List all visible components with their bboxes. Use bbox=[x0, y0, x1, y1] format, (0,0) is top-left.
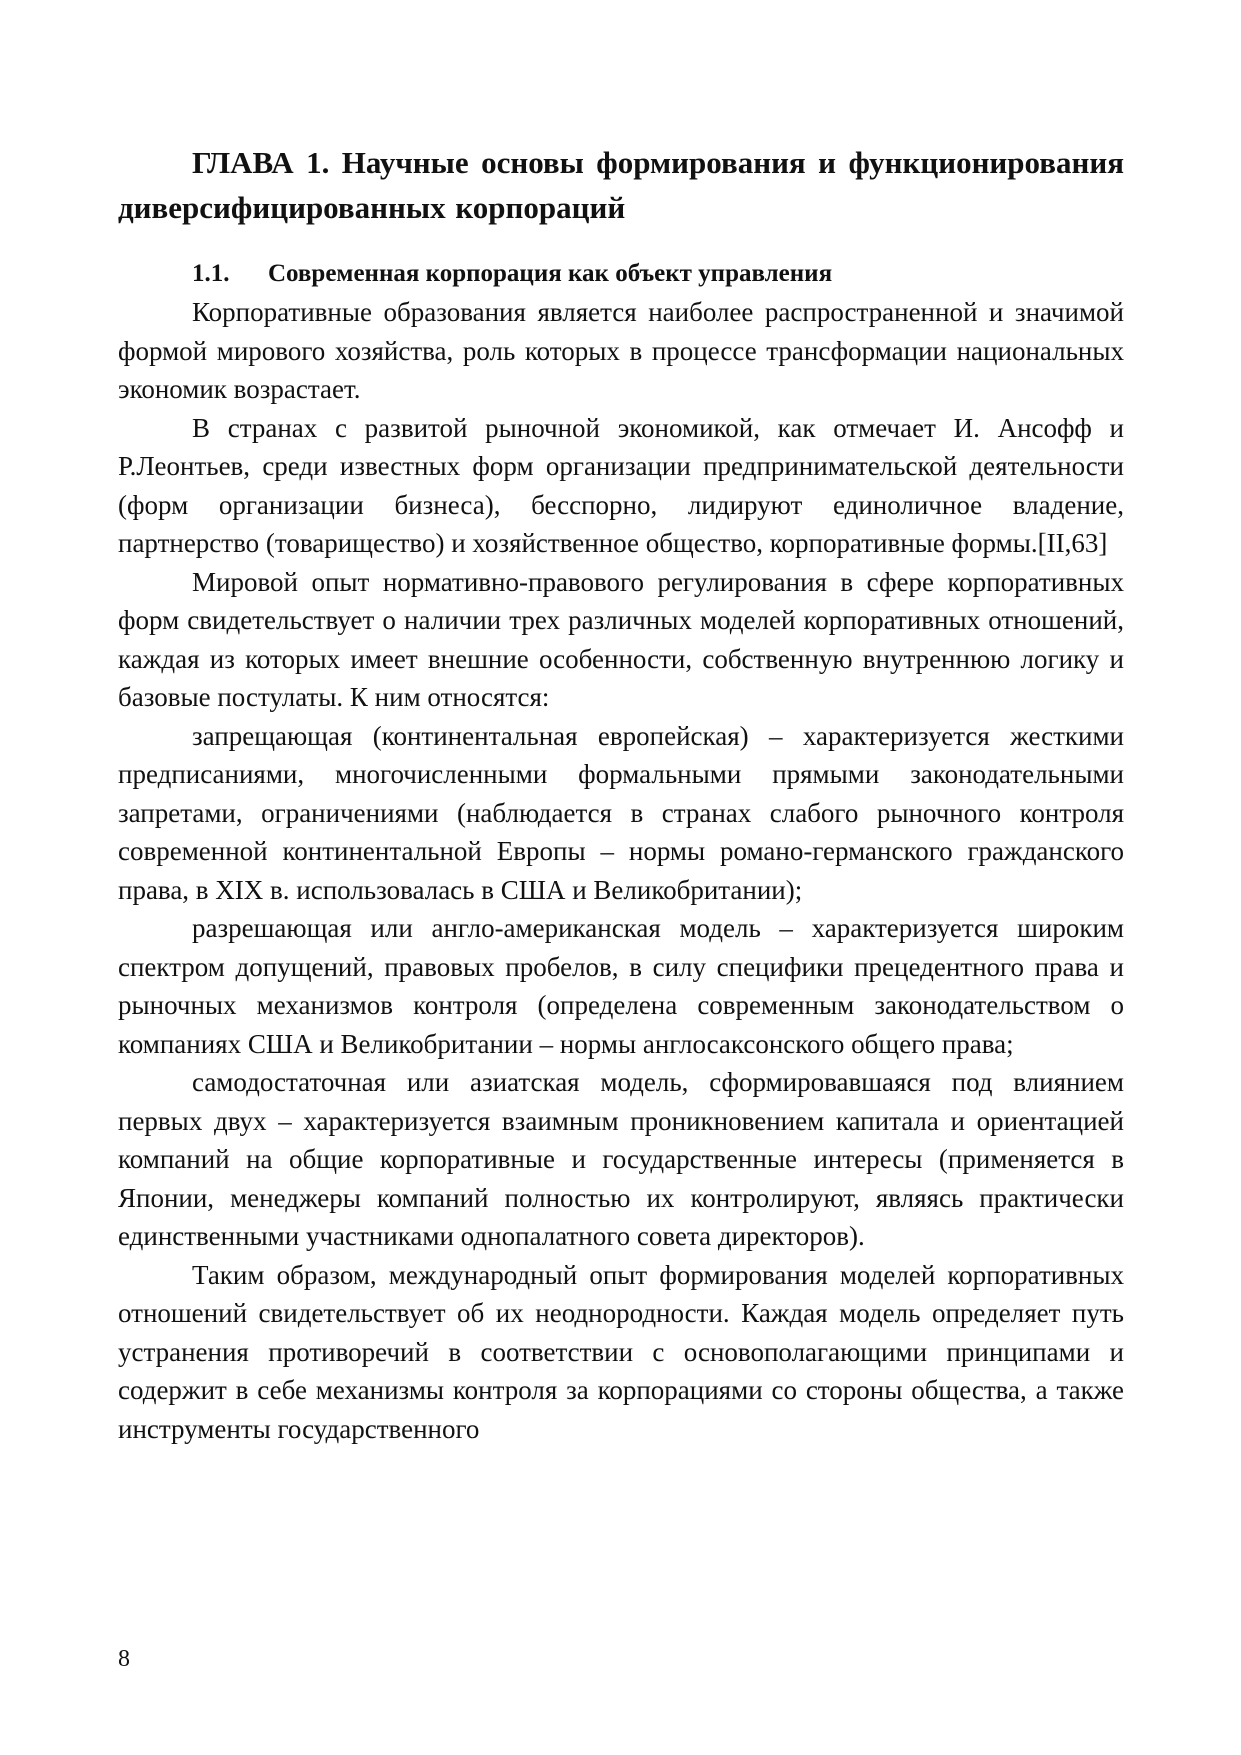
section-title: Современная корпорация как объект управления bbox=[268, 260, 833, 287]
document-page bbox=[118, 140, 1124, 1448]
paragraph: Мировой опыт нормативно-правового регулирования в сфере корпоративных форм свидетельствует о наличии трех различных моделей корпоративных отношений, каждая из которых имеет внешние особенности, собственную внутреннюю логику и базовые постулаты. К ним относятся: bbox=[118, 566, 1124, 712]
body-text bbox=[118, 293, 1124, 1448]
page-number: 8 bbox=[118, 1646, 130, 1672]
list-item-paragraph: самодостаточная или азиатская модель, сформировавшаяся под влиянием первых двух – характеризуется взаимным проникновением капитала и ориентацией компаний на общие корпоративные и государственные интересы (применяется в Японии, менеджеры компаний полностью их контролируют, являясь практически единственными участниками однопалатного совета директоров). bbox=[118, 1067, 1124, 1251]
paragraph: В странах с развитой рыночной экономикой, как отмечает И. Ансофф и Р.Леонтьев, среди известных форм организации предпринимательской деятельности (форм организации бизнеса), бесспорно, лидируют единоличное владение, партнерство (товарищество) и хозяйственное общество, корпоративные формы.[II,63] bbox=[118, 412, 1124, 558]
section-heading bbox=[118, 255, 1124, 293]
list-item-paragraph: разрешающая или англо-американская модель – характеризуется широким спектром допущений, правовых пробелов, в силу специфики прецедентного права и рыночных механизмов контроля (определена современным законодательством о компаниях США и Великобритании – нормы англосаксонского общего права; bbox=[118, 913, 1124, 1059]
section-number: 1.1. bbox=[192, 260, 230, 287]
paragraph: Корпоративные образования является наиболее распространенной и значимой формой мирового хозяйства, роль которых в процессе трансформации национальных экономик возрастает. bbox=[118, 297, 1124, 404]
chapter-title: ГЛАВА 1. Научные основы формирования и функционирования диверсифицированных корпораций bbox=[118, 145, 1124, 225]
paragraph: Таким образом, международный опыт формирования моделей корпоративных отношений свидетельствует об их неоднородности. Каждая модель определяет путь устранения противоречий в соответствии с основополагающими принципами и содержит в себе механизмы контроля за корпорациями со стороны общества, а также инструменты государственного bbox=[118, 1259, 1124, 1444]
list-item-paragraph: запрещающая (континентальная европейская) – характеризуется жесткими предписаниями, многочисленными формальными прямыми законодательными запретами, ограничениями (наблюдается в странах слабого рыночного контроля современной континентальной Европы – нормы романо-германского гражданского права, в XIX в. использовалась в США и Великобритании); bbox=[118, 720, 1124, 905]
